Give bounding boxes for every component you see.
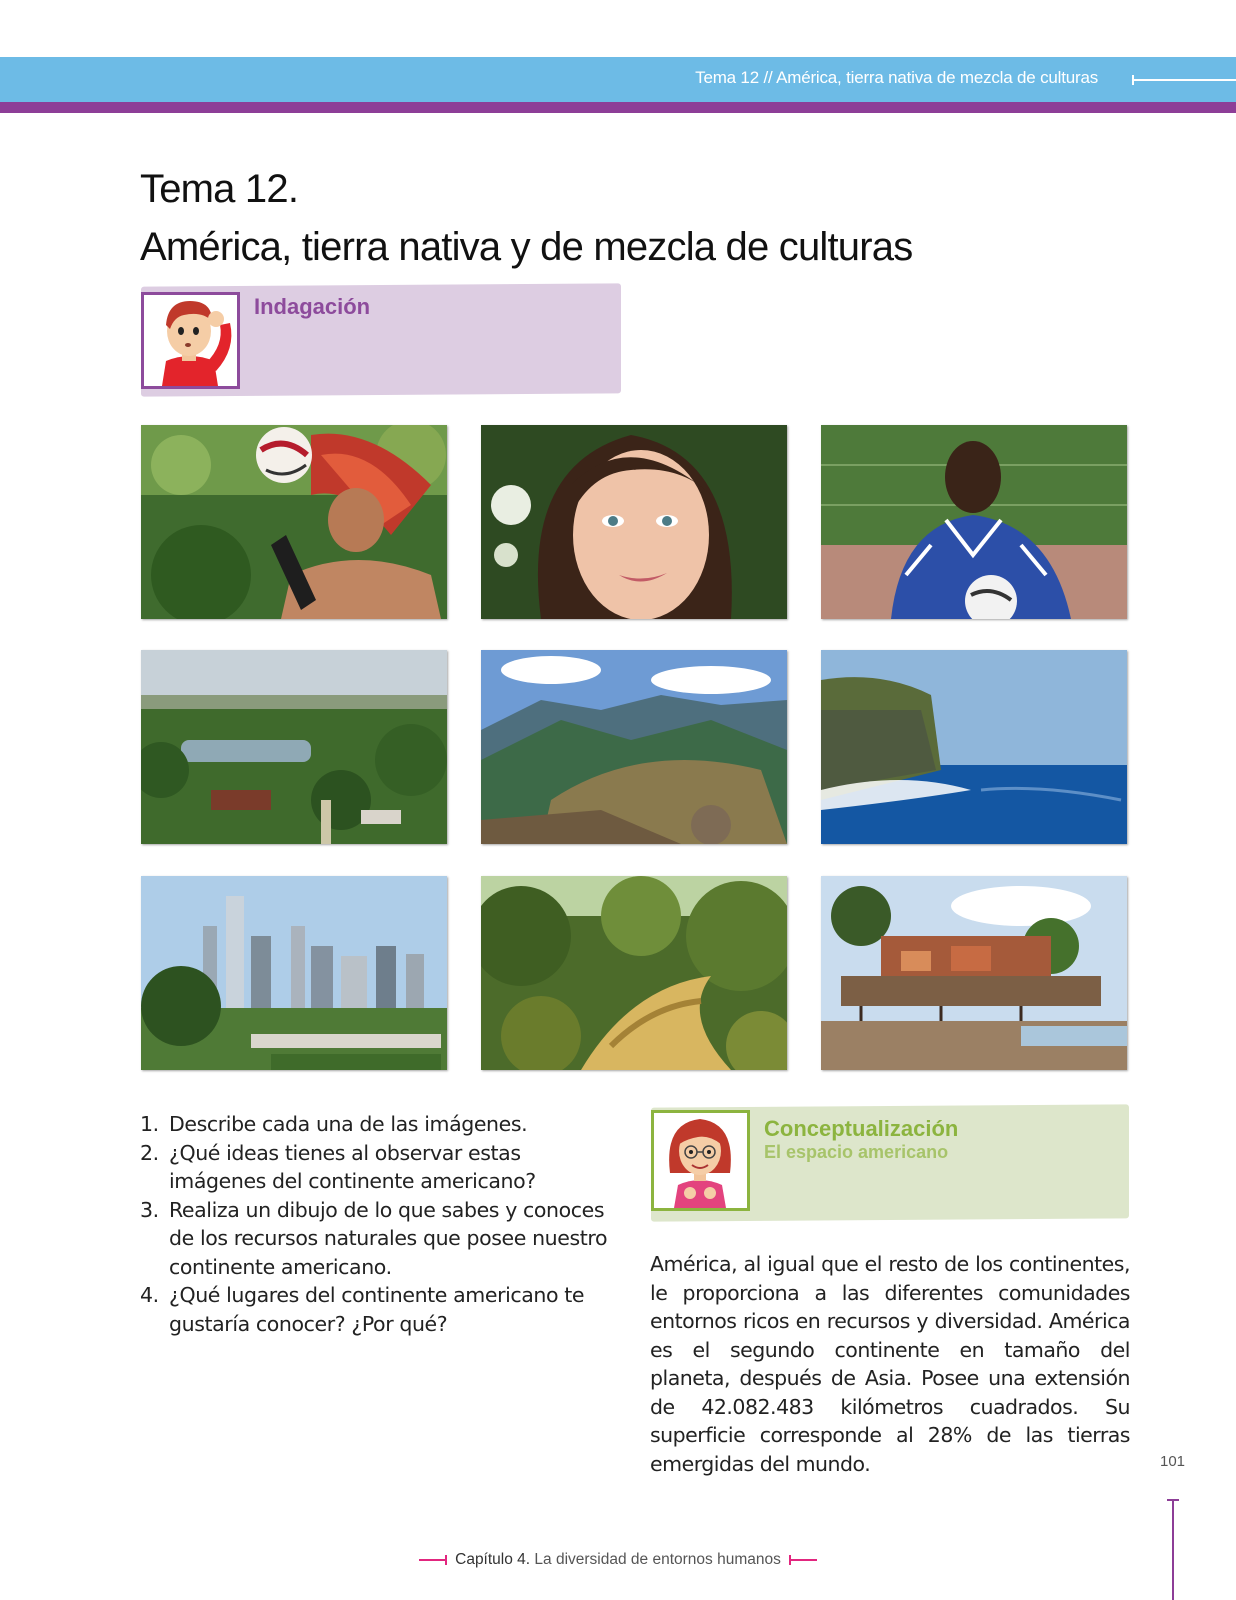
conceptualizacion-label: Conceptualización xyxy=(764,1116,959,1141)
footer-chapter: Capítulo 4. xyxy=(455,1551,531,1568)
photo-forest-path xyxy=(481,876,787,1070)
photo-city-skyline xyxy=(141,876,447,1070)
conceptualizacion-subtitle: El espacio americano xyxy=(764,1142,949,1162)
body-paragraph: América, al igual que el resto de los continentes, le proporciona a las diferentes comunidades entornos ricos en recursos y diversidad. América es el segundo continente en tamaño del planeta, después de Asia. Posee una extensión de 42.082.483 kilómetros cuadrados. Su superficie corresponde al 28% de las tierras emergidas del mundo. xyxy=(650,1252,1130,1476)
question-text: ¿Qué ideas tienes al observar estas imágenes del continente americano? xyxy=(169,1140,536,1193)
question-number: 3. xyxy=(140,1197,159,1222)
question-text: ¿Qué lugares del continente americano te gustaría conocer? ¿Por qué? xyxy=(169,1283,585,1336)
photo-stilt-houses xyxy=(821,876,1127,1070)
footer xyxy=(0,1551,1236,1569)
photo-football-player xyxy=(821,425,1127,619)
question-text: Describe cada una de las imágenes. xyxy=(169,1112,528,1136)
running-title: Tema 12 // América, tierra nativa de mezcla de culturas xyxy=(695,68,1098,87)
footer-dash-right xyxy=(789,1559,817,1561)
header-stripe xyxy=(0,102,1236,113)
girl-explaining-icon xyxy=(654,1113,747,1208)
indagacion-label: Indagación xyxy=(254,294,371,319)
question-number: 4. xyxy=(140,1283,159,1307)
photo-village-landscape xyxy=(141,650,447,844)
question-item xyxy=(140,1110,615,1139)
footer-chapter-title: La diversidad de entornos humanos xyxy=(534,1551,781,1568)
question-item xyxy=(140,1196,615,1282)
page-number: 101 xyxy=(1160,1453,1186,1470)
question-number: 1. xyxy=(140,1112,159,1136)
boy-thinking-icon xyxy=(144,295,237,386)
photo-woman-portrait xyxy=(481,425,787,619)
footer-dash-left xyxy=(419,1559,447,1561)
indagacion-avatar xyxy=(141,292,240,389)
question-item xyxy=(140,1281,615,1338)
question-item xyxy=(140,1139,615,1196)
photo-sea-cliff xyxy=(821,650,1127,844)
right-rule xyxy=(1172,1500,1174,1600)
title-line-2: América, tierra nativa y de mezcla de culturas xyxy=(140,225,913,269)
question-text: Realiza un dibujo de lo que sabes y conoces de los recursos naturales que posee nuestro continente americano. xyxy=(169,1197,608,1279)
photo-indigenous-man xyxy=(141,425,447,619)
question-list xyxy=(140,1110,615,1338)
header-line xyxy=(1132,79,1236,81)
question-number: 2. xyxy=(140,1140,159,1165)
conceptualizacion-avatar xyxy=(651,1110,750,1211)
title-line-1: Tema 12. xyxy=(140,167,299,211)
photo-mountains xyxy=(481,650,787,844)
page-title xyxy=(140,160,912,276)
